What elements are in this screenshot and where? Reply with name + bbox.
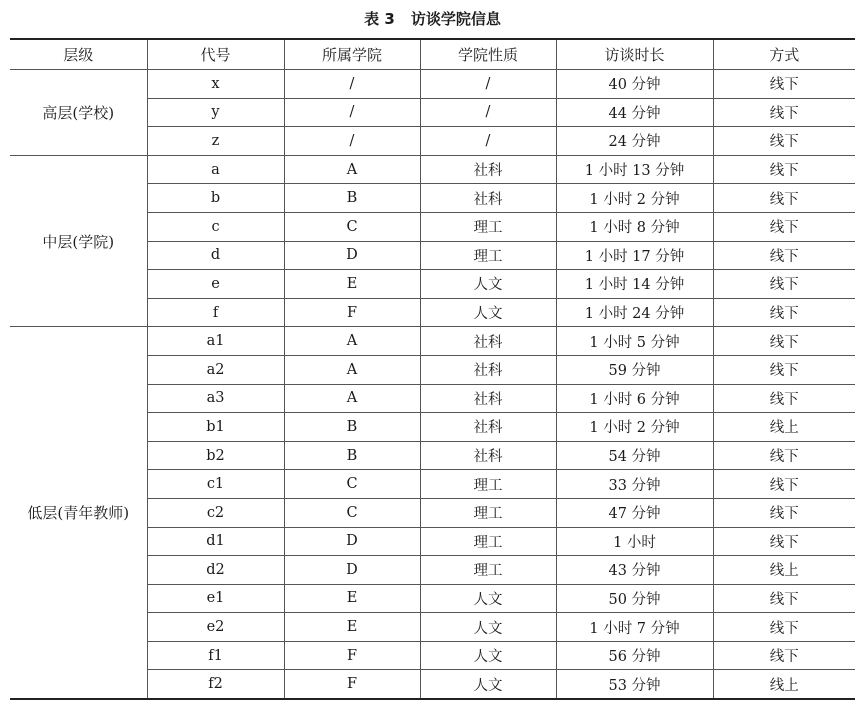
header-level: 层级 [10,39,147,70]
mode-cell: 线下 [713,212,855,241]
header-mode: 方式 [713,39,855,70]
college-cell: D [284,556,420,585]
duration-cell: 1 小时 24 分钟 [556,298,713,327]
duration-cell: 1 小时 6 分钟 [556,384,713,413]
college-type-cell: 社科 [420,155,556,184]
college-type-cell: 理工 [420,470,556,499]
code-cell: a1 [147,327,284,356]
code-cell: f2 [147,670,284,699]
table-title: 访谈学院信息 [410,10,501,28]
mode-cell: 线下 [713,298,855,327]
mode-cell: 线下 [713,584,855,613]
college-cell: F [284,641,420,670]
mode-cell: 线上 [713,413,855,442]
college-type-cell: / [420,127,556,156]
code-cell: d [147,241,284,270]
mode-cell: 线下 [713,355,855,384]
duration-cell: 40 分钟 [556,70,713,99]
mode-cell: 线上 [713,556,855,585]
college-type-cell: 理工 [420,498,556,527]
header-code: 代号 [147,39,284,70]
code-cell: x [147,70,284,99]
college-type-cell: 社科 [420,327,556,356]
college-type-cell: 理工 [420,527,556,556]
duration-cell: 1 小时 2 分钟 [556,184,713,213]
duration-cell: 44 分钟 [556,98,713,127]
duration-cell: 53 分钟 [556,670,713,699]
header-college: 所属学院 [284,39,420,70]
college-cell: A [284,384,420,413]
duration-cell: 1 小时 13 分钟 [556,155,713,184]
college-cell: F [284,670,420,699]
code-cell: a2 [147,355,284,384]
duration-cell: 59 分钟 [556,355,713,384]
code-cell: e [147,270,284,299]
duration-cell: 1 小时 7 分钟 [556,613,713,642]
mode-cell: 线下 [713,270,855,299]
table-row [10,70,855,99]
college-cell: C [284,470,420,499]
mode-cell: 线下 [713,327,855,356]
duration-cell: 33 分钟 [556,470,713,499]
duration-cell: 47 分钟 [556,498,713,527]
duration-cell: 24 分钟 [556,127,713,156]
mode-cell: 线下 [713,613,855,642]
college-type-cell: 理工 [420,556,556,585]
code-cell: c [147,212,284,241]
mode-cell: 线下 [713,127,855,156]
duration-cell: 43 分钟 [556,556,713,585]
level-group-cell: 中层(学院) [10,155,147,327]
college-cell: D [284,527,420,556]
duration-cell: 50 分钟 [556,584,713,613]
mode-cell: 线下 [713,184,855,213]
mode-cell: 线下 [713,98,855,127]
mode-cell: 线下 [713,441,855,470]
college-cell: C [284,498,420,527]
college-cell: / [284,127,420,156]
code-cell: z [147,127,284,156]
college-cell: C [284,212,420,241]
college-cell: E [284,270,420,299]
college-type-cell: 理工 [420,241,556,270]
college-cell: B [284,441,420,470]
code-cell: c1 [147,470,284,499]
college-cell: E [284,584,420,613]
header-duration: 访谈时长 [556,39,713,70]
code-cell: d2 [147,556,284,585]
college-type-cell: / [420,98,556,127]
duration-cell: 1 小时 [556,527,713,556]
college-cell: B [284,413,420,442]
college-type-cell: 人文 [420,613,556,642]
duration-cell: 56 分钟 [556,641,713,670]
college-type-cell: 人文 [420,670,556,699]
college-type-cell: 社科 [420,184,556,213]
mode-cell: 线下 [713,470,855,499]
duration-cell: 1 小时 2 分钟 [556,413,713,442]
college-type-cell: 社科 [420,355,556,384]
code-cell: f [147,298,284,327]
college-type-cell: 社科 [420,441,556,470]
college-cell: B [284,184,420,213]
table-caption [0,9,865,29]
college-type-cell: 人文 [420,584,556,613]
college-cell: A [284,355,420,384]
code-cell: b1 [147,413,284,442]
duration-cell: 1 小时 17 分钟 [556,241,713,270]
mode-cell: 线下 [713,527,855,556]
code-cell: f1 [147,641,284,670]
college-cell: / [284,98,420,127]
college-type-cell: 社科 [420,384,556,413]
table-row [10,327,855,356]
duration-cell: 1 小时 5 分钟 [556,327,713,356]
college-cell: E [284,613,420,642]
mode-cell: 线下 [713,498,855,527]
college-type-cell: 人文 [420,270,556,299]
code-cell: a [147,155,284,184]
college-type-cell: 社科 [420,413,556,442]
mode-cell: 线下 [713,155,855,184]
table-row [10,155,855,184]
mode-cell: 线下 [713,641,855,670]
level-group-cell: 高层(学校) [10,70,147,156]
mode-cell: 线下 [713,70,855,99]
college-type-cell: 人文 [420,298,556,327]
table-body [10,70,855,700]
code-cell: e2 [147,613,284,642]
college-type-cell: 人文 [420,641,556,670]
header-row [10,39,855,70]
code-cell: b2 [147,441,284,470]
duration-cell: 1 小时 8 分钟 [556,212,713,241]
duration-cell: 1 小时 14 分钟 [556,270,713,299]
college-type-cell: 理工 [420,212,556,241]
code-cell: e1 [147,584,284,613]
duration-cell: 54 分钟 [556,441,713,470]
header-college-type: 学院性质 [420,39,556,70]
college-cell: A [284,155,420,184]
college-cell: / [284,70,420,99]
code-cell: y [147,98,284,127]
code-cell: a3 [147,384,284,413]
code-cell: b [147,184,284,213]
mode-cell: 线下 [713,384,855,413]
interview-table [10,38,855,700]
college-cell: F [284,298,420,327]
level-group-cell: 低层(青年教师) [10,327,147,699]
mode-cell: 线上 [713,670,855,699]
mode-cell: 线下 [713,241,855,270]
college-type-cell: / [420,70,556,99]
code-cell: d1 [147,527,284,556]
table-number: 表 3 [364,10,395,28]
college-cell: D [284,241,420,270]
code-cell: c2 [147,498,284,527]
college-cell: A [284,327,420,356]
